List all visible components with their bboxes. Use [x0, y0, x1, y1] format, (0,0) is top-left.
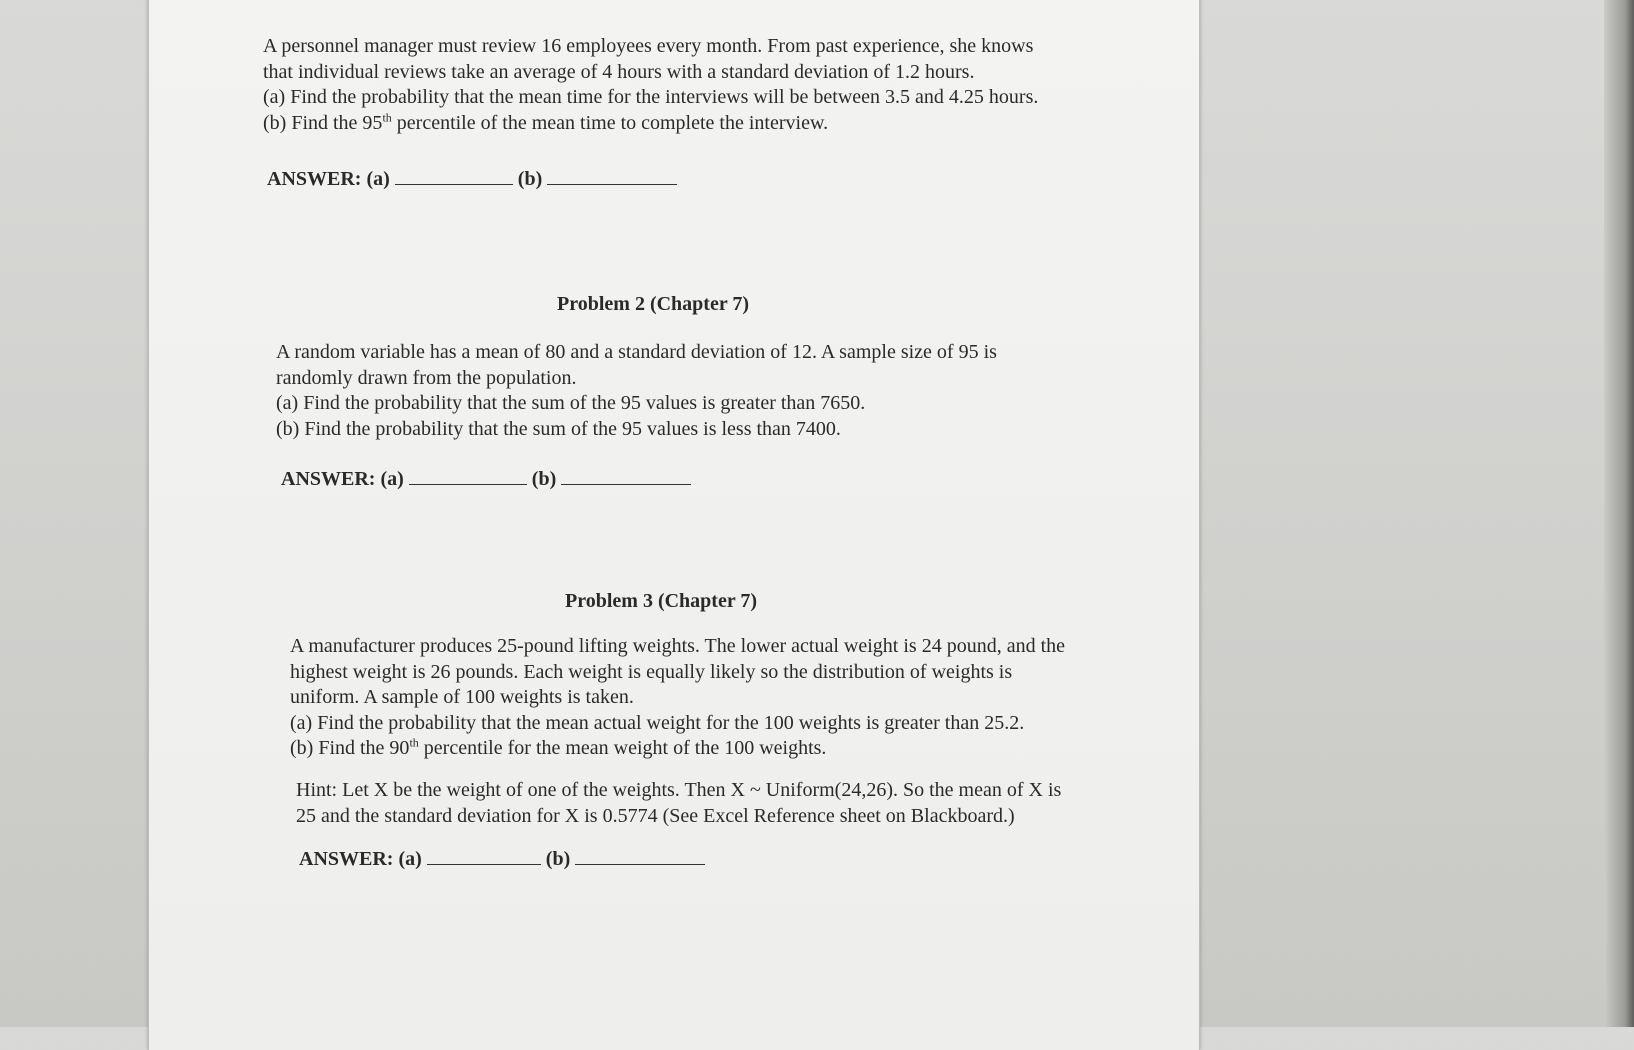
- problem2-answer-row: [281, 468, 691, 491]
- problem3-answer-row: [299, 848, 705, 871]
- answer-label: ANSWER: (a): [299, 848, 422, 870]
- problem3-part-b: (b) Find the 90th percentile for the mean weight of the 100 weights.: [290, 735, 827, 759]
- problem1-text: [263, 34, 1038, 136]
- problem1-part-b: (b) Find the 95th percentile of the mean time to complete the interview.: [263, 109, 829, 134]
- answer-label: ANSWER: (a): [281, 468, 404, 490]
- problem3-line: uniform. A sample of 100 weights is taken.: [290, 686, 634, 708]
- answer-label: ANSWER: (a): [267, 168, 390, 190]
- problem2-part-a: (a) Find the probability that the sum of the 95 values is greater than 7650.: [276, 392, 866, 414]
- monitor-bezel: [1604, 0, 1634, 1027]
- problem2-heading: Problem 2 (Chapter 7): [557, 293, 750, 315]
- problem2-text: [276, 340, 997, 442]
- problem2-part-b: (b) Find the probability that the sum of the 95 values is less than 7400.: [276, 417, 841, 440]
- problem3-heading: Problem 3 (Chapter 7): [565, 590, 758, 612]
- answer-b-label: (b): [545, 848, 571, 870]
- document-page: [148, 0, 1200, 1050]
- answer-b-blank[interactable]: [575, 863, 705, 865]
- answer-a-blank[interactable]: [409, 483, 527, 485]
- answer-b-label: (b): [531, 468, 557, 490]
- answer-b-blank[interactable]: [561, 483, 691, 485]
- hint-line: 25 and the standard deviation for X is 0.5774 (See Excel Reference sheet on Blackboard.): [296, 804, 1015, 827]
- problem1-line: A personnel manager must review 16 employees every month. From past experience, she knows: [263, 35, 1034, 57]
- problem3-line: highest weight is 26 pounds. Each weight is equally likely so the distribution of weights is: [290, 660, 1013, 683]
- problem3-hint: [296, 778, 1061, 829]
- problem2-line: A random variable has a mean of 80 and a standard deviation of 12. A sample size of 95 is: [276, 341, 997, 363]
- problem1-part-a: (a) Find the probability that the mean time for the interviews will be between 3.5 and 4.25 hours.: [263, 86, 1039, 108]
- answer-a-blank[interactable]: [427, 863, 541, 865]
- problem3-part-a: (a) Find the probability that the mean actual weight for the 100 weights is greater than 25.2.: [290, 711, 1025, 734]
- answer-a-blank[interactable]: [395, 183, 513, 185]
- answer-b-blank[interactable]: [547, 183, 677, 185]
- problem1-line: that individual reviews take an average of 4 hours with a standard deviation of 1.2 hours.: [263, 60, 975, 83]
- answer-b-label: (b): [517, 168, 543, 190]
- hint-line: Hint: Let X be the weight of one of the weights. Then X ~ Uniform(24,26). So the mean of X is: [296, 779, 1062, 801]
- problem3-text: [290, 634, 1065, 762]
- problem1-answer-row: [267, 168, 677, 191]
- problem2-line: randomly drawn from the population.: [276, 366, 577, 389]
- problem3-line: A manufacturer produces 25-pound lifting weights. The lower actual weight is 24 pound, and the: [290, 635, 1065, 657]
